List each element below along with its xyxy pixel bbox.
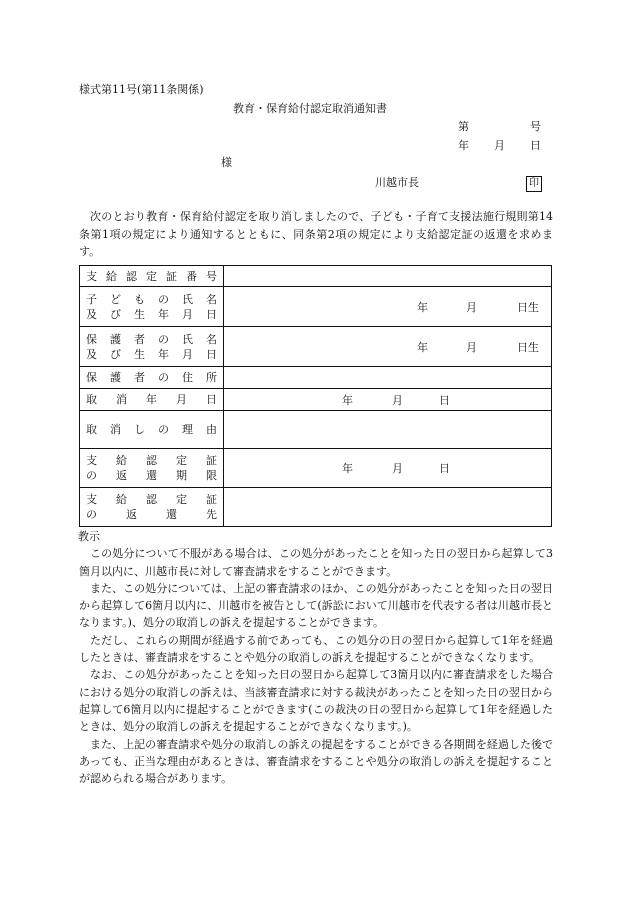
label-guardian-address: 保 護 者 の 住 所	[80, 367, 224, 389]
date-month: 月	[494, 139, 505, 152]
date-day: 日	[530, 139, 541, 152]
child-birth-month: 月	[466, 300, 477, 314]
value-cancellation-reason[interactable]	[224, 411, 552, 449]
label-certificate-number: 支 給 認 定 証 番 号	[80, 266, 224, 287]
value-return-deadline[interactable]	[224, 449, 552, 488]
instructions-heading: 教示	[78, 530, 100, 543]
guardian-birth-year: 年	[417, 340, 428, 354]
label-return-destination: 支 給 認 定 証 の 返 還 先	[80, 488, 224, 527]
return-day: 日	[439, 462, 450, 475]
notice-table	[79, 265, 552, 527]
doc-number-suffix: 号	[530, 120, 541, 133]
row-cancellation-reason	[80, 411, 552, 449]
guardian-birth-month: 月	[466, 340, 477, 354]
row-return-deadline	[80, 449, 552, 488]
value-guardian-address[interactable]	[224, 367, 552, 389]
value-certificate-number[interactable]	[224, 266, 552, 287]
return-month: 月	[392, 462, 403, 475]
label-child-name-birthdate: 子 ど も の 氏 名 及 び 生 年 月 日	[80, 287, 224, 327]
row-guardian-address	[80, 367, 552, 389]
row-child-name-birthdate	[80, 287, 552, 327]
value-cancellation-date[interactable]	[224, 389, 552, 411]
label-cancellation-date: 取 消 年 月 日	[80, 389, 224, 411]
seal-box: 印	[526, 176, 542, 192]
issuer-name: 川越市長	[375, 176, 419, 189]
guardian-birth-day: 日生	[517, 340, 539, 354]
instruction-paragraph: なお、この処分があったことを知った日の翌日から起算して3箇月以内に審査請求をした場合における処分の取消しの訴えは、当該審査請求に対する裁決があったことを知った日の翌日から起算して6箇月以内に提起することができます(この裁決の日の翌日から起算して1年を経過したときは、処分の取消しの訴えを提起することができなくなります。)。	[79, 668, 553, 734]
row-certificate-number	[80, 266, 552, 287]
doc-number-prefix: 第	[458, 120, 469, 133]
date-year: 年	[458, 139, 469, 152]
value-child-name-birthdate[interactable]	[224, 287, 552, 327]
label-cancellation-reason: 取 消 し の 理 由	[80, 411, 224, 449]
child-birth-year: 年	[417, 300, 428, 314]
row-cancellation-date	[80, 389, 552, 411]
intro-text: 次のとおり教育・保育給付認定を取り消しましたので、子ども・子育て支援法施行規則第14条第1項の規定により通知するとともに、同条第2項の規定により支給認定証の返還を求めます。	[79, 210, 553, 258]
instruction-paragraph: ただし、これらの期間が経過する前であっても、この処分の日の翌日から起算して1年を経過したときは、審査請求をすることや処分の取消しの訴えを提起することができなくなります。	[79, 633, 553, 665]
cancel-day: 日	[439, 393, 450, 407]
value-guardian-name-birthdate[interactable]	[224, 327, 552, 367]
label-guardian-name-birthdate: 保 護 者 の 氏 名 及 び 生 年 月 日	[80, 327, 224, 367]
addressee-suffix: 様	[221, 156, 232, 169]
cancel-year: 年	[342, 393, 353, 407]
row-return-destination	[80, 488, 552, 527]
instruction-paragraph: この処分について不服がある場合は、この処分があったことを知った日の翌日から起算して3箇月以内に、川越市長に対して審査請求をすることができます。	[79, 547, 553, 578]
return-year: 年	[342, 462, 353, 475]
label-return-deadline: 支 給 認 定 証 の 返 還 期 限	[80, 449, 224, 488]
document-title: 教育・保育給付認定取消通知書	[233, 102, 387, 115]
form-number: 様式第11号(第11条関係)	[79, 83, 204, 96]
cancel-month: 月	[392, 393, 403, 407]
instructions-section	[78, 530, 553, 787]
instruction-paragraph: また、上記の審査請求や処分の取消しの訴えの提起をすることができる各期間を経過した後であっても、正当な理由があるときは、審査請求をすることや処分の取消しの訴えを提起することが認められる場合があります。	[79, 737, 553, 786]
row-guardian-name-birthdate	[80, 327, 552, 367]
value-return-destination[interactable]	[224, 488, 552, 527]
instruction-paragraph: また、この処分については、上記の審査請求のほか、この処分があったことを知った日の翌日から起算して6箇月以内に、川越市を被告として(訴訟において川越市を代表する者は川越市長となります。)、処分の取消しの訴えを提起することができます。	[79, 581, 553, 630]
child-birth-day: 日生	[517, 300, 539, 314]
